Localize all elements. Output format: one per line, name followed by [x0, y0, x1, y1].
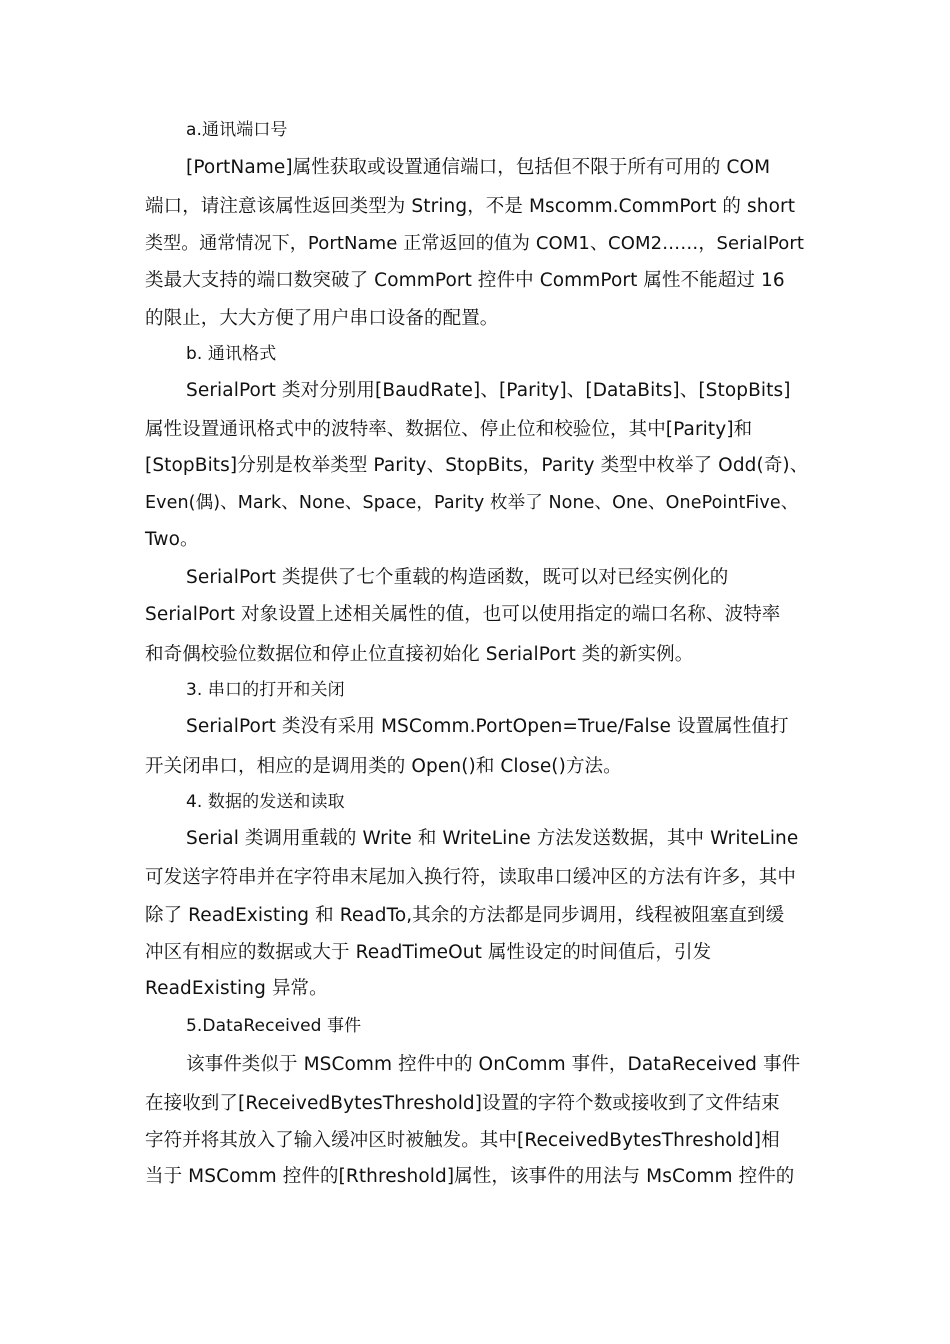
- paragraph-line: 的限止，大大方便了用户串口设备的配置。: [145, 308, 499, 329]
- paragraph-line: 端口，请注意该属性返回类型为 String，不是 Mscomm.CommPort 的 short: [145, 196, 796, 217]
- paragraph-line: SerialPort 类对分别用[BaudRate]、[Parity]、[DataBits]、[StopBits]: [186, 380, 791, 401]
- section-heading-open-close: 3. 串口的打开和关闭: [186, 680, 345, 700]
- paragraph-line: 当于 MSComm 控件的[Rthreshold]属性，该事件的用法与 MsComm 控件的: [145, 1166, 795, 1187]
- paragraph-line: Even(偶)、Mark、None、Space，Parity 枚举了 None、One、OnePointFive、: [145, 493, 799, 513]
- paragraph-line: 和奇偶校验位数据位和停止位直接初始化 SerialPort 类的新实例。: [145, 644, 694, 665]
- paragraph-line: Two。: [145, 529, 199, 550]
- paragraph-line: 类最大支持的端口数突破了 CommPort 控件中 CommPort 属性不能超过 16: [145, 270, 785, 291]
- paragraph-line: 类型。通常情况下，PortName 正常返回的值为 COM1、COM2……，SerialPort: [145, 233, 805, 254]
- paragraph-line: 可发送字符串并在字符串末尾加入换行符，读取串口缓冲区的方法有许多，其中: [145, 867, 797, 888]
- paragraph-line: SerialPort 对象设置上述相关属性的值，也可以使用指定的端口名称、波特率: [145, 604, 781, 625]
- paragraph-line: 在接收到了[ReceivedBytesThreshold]设置的字符个数或接收到了文件结束: [145, 1093, 780, 1114]
- section-heading-send-read: 4. 数据的发送和读取: [186, 792, 345, 812]
- paragraph-line: Serial 类调用重载的 Write 和 WriteLine 方法发送数据，其中 WriteLine: [186, 828, 799, 849]
- paragraph-line: 开关闭串口，相应的是调用类的 Open()和 Close()方法。: [145, 756, 622, 777]
- paragraph-line: [StopBits]分别是枚举类型 Parity、StopBits，Parity 类型中枚举了 Odd(奇)、: [145, 455, 809, 476]
- paragraph-line: 属性设置通讯格式中的波特率、数据位、停止位和校验位，其中[Parity]和: [145, 419, 753, 440]
- paragraph-line: 除了 ReadExisting 和 ReadTo,其余的方法都是同步调用，线程被阻塞直到缓: [145, 905, 785, 926]
- paragraph-line: SerialPort 类提供了七个重载的构造函数，既可以对已经实例化的: [186, 567, 729, 588]
- paragraph-line: 该事件类似于 MSComm 控件中的 OnComm 事件，DataReceived 事件: [186, 1054, 801, 1075]
- paragraph-line: ReadExisting 异常。: [145, 978, 328, 999]
- paragraph-line: 冲区有相应的数据或大于 ReadTimeOut 属性设定的时间值后，引发: [145, 942, 712, 963]
- paragraph-line: SerialPort 类没有采用 MSComm.PortOpen=True/False 设置属性值打: [186, 716, 789, 737]
- paragraph-line: 字符并将其放入了输入缓冲区时被触发。其中[ReceivedBytesThreshold]相: [145, 1130, 780, 1151]
- section-heading-port-number: a.通讯端口号: [186, 120, 288, 140]
- section-heading-data-received: 5.DataReceived 事件: [186, 1016, 362, 1036]
- paragraph-line: [PortName]属性获取或设置通信端口，包括但不限于所有可用的 COM: [186, 157, 771, 178]
- section-heading-comm-format: b. 通讯格式: [186, 344, 277, 364]
